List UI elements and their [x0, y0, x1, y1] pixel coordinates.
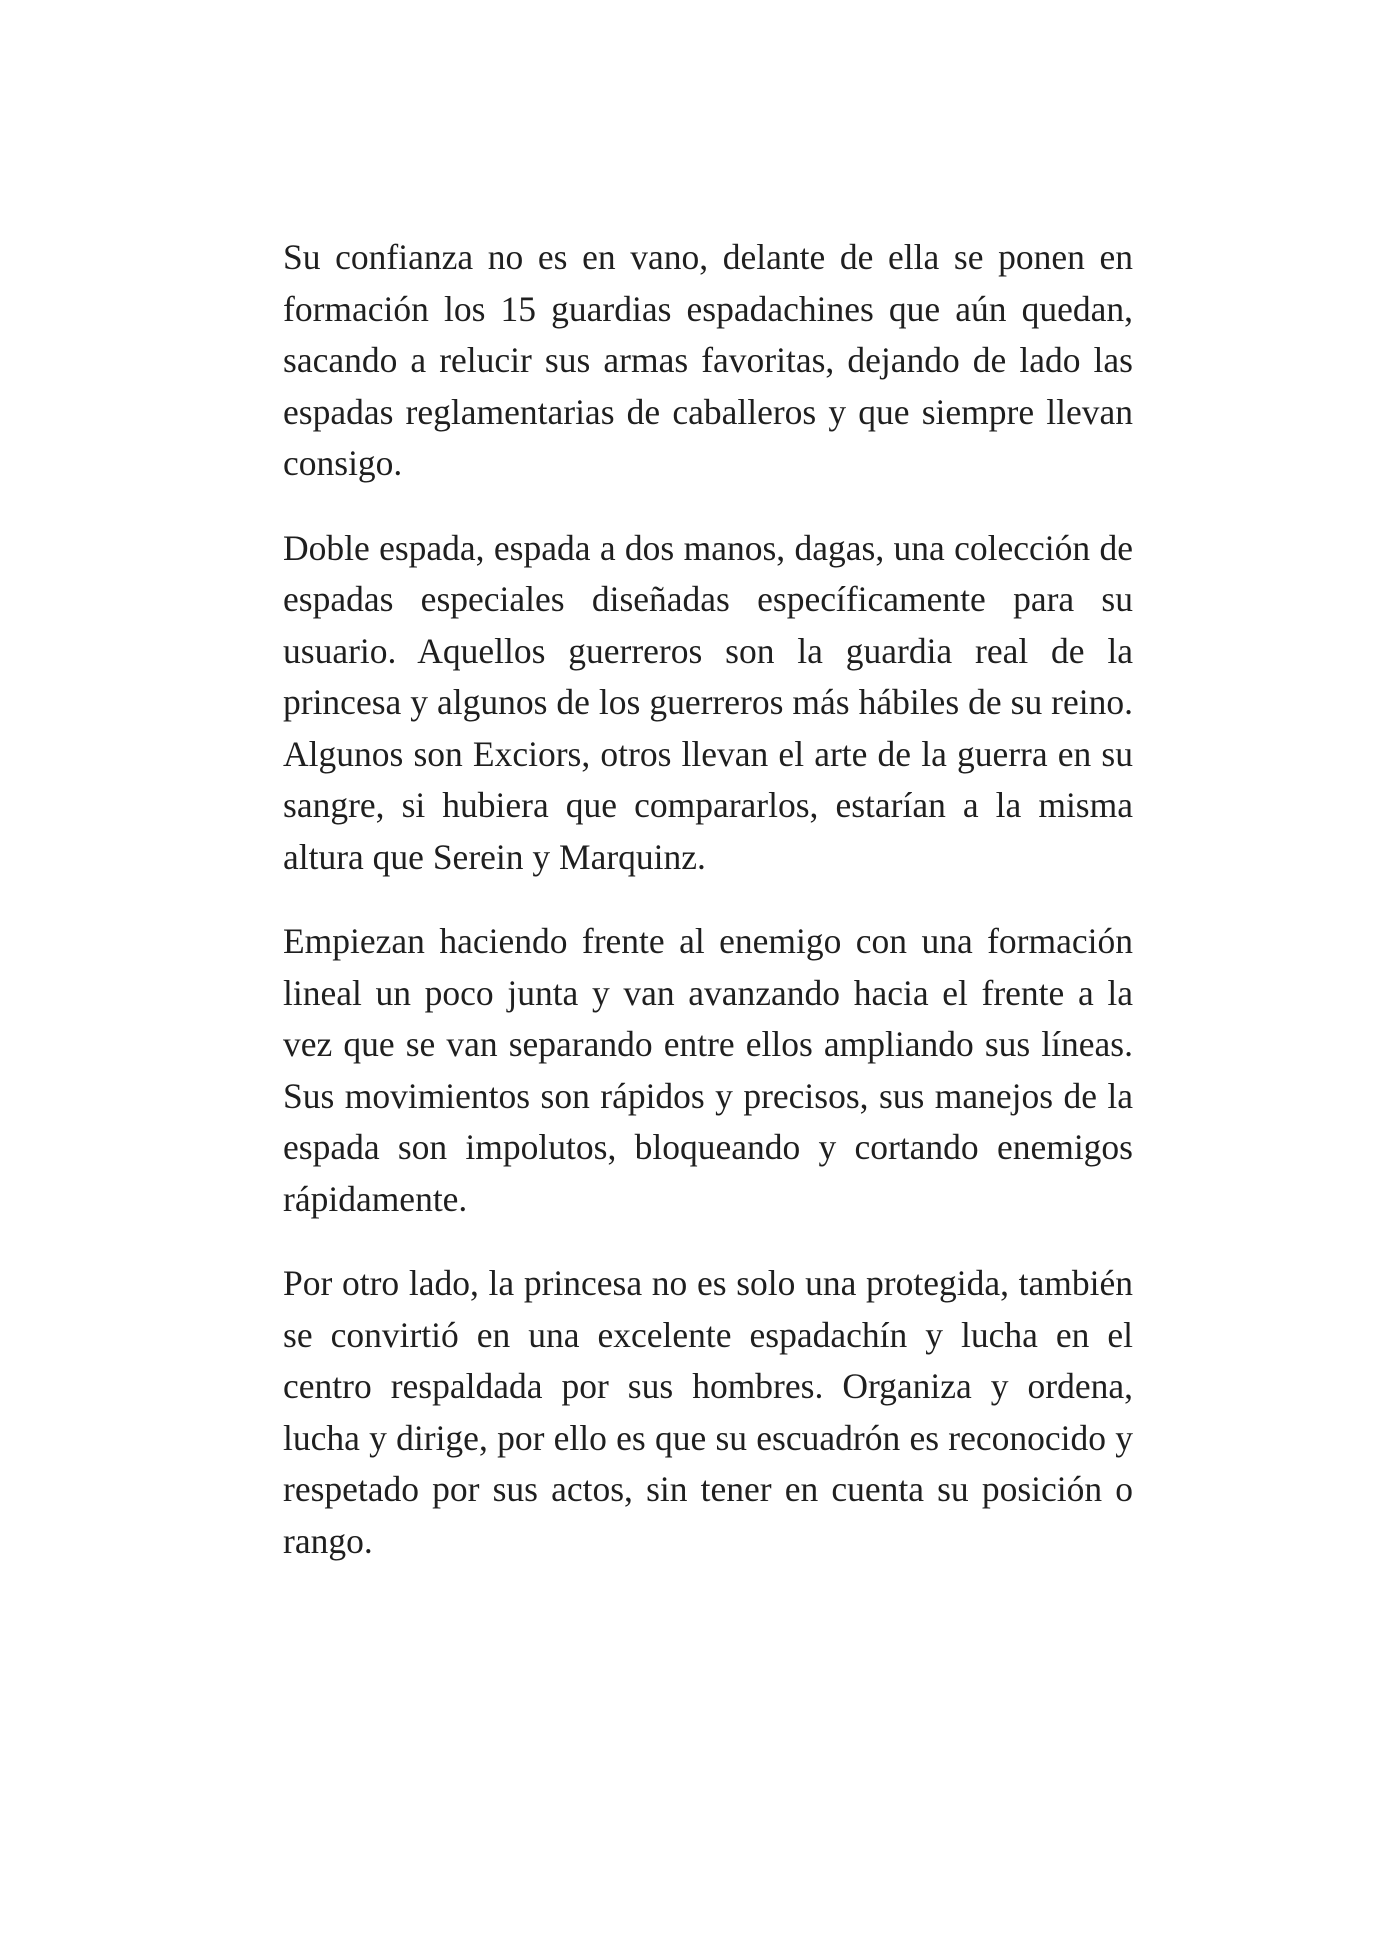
paragraph-4: Por otro lado, la princesa no es solo una protegida, también se convirtió en una excelente espadachín y lucha en el centro respaldada por sus hombres. Organiza y ordena, lucha y dirige, por ello es que su escuadrón es reconocido y respetado por sus actos, sin tener en cuenta su posición o rango.	[283, 1263, 1133, 1561]
paragraph-3: Empiezan haciendo frente al enemigo con una formación lineal un poco junta y van avanzando hacia el frente a la vez que se van separando entre ellos ampliando sus líneas. Sus movimientos son rápidos y precisos, sus manejos de la espada son impolutos, bloqueando y cortando enemigos rápidamente.	[283, 921, 1133, 1219]
body-text	[283, 232, 1133, 1567]
paragraph-1: Su confianza no es en vano, delante de ella se ponen en formación los 15 guardias espadachines que aún quedan, sacando a relucir sus armas favoritas, dejando de lado las espadas reglamentarias de caballeros y que siempre llevan consigo.	[283, 237, 1133, 483]
paragraph-2: Doble espada, espada a dos manos, dagas, una colección de espadas especiales diseñadas específicamente para su usuario. Aquellos guerreros son la guardia real de la princesa y algunos de los guerreros más hábiles de su reino. Algunos son Exciors, otros llevan el arte de la guerra en su sangre, si hubiera que compararlos, estarían a la misma altura que Serein y Marquinz.	[283, 527, 1133, 877]
